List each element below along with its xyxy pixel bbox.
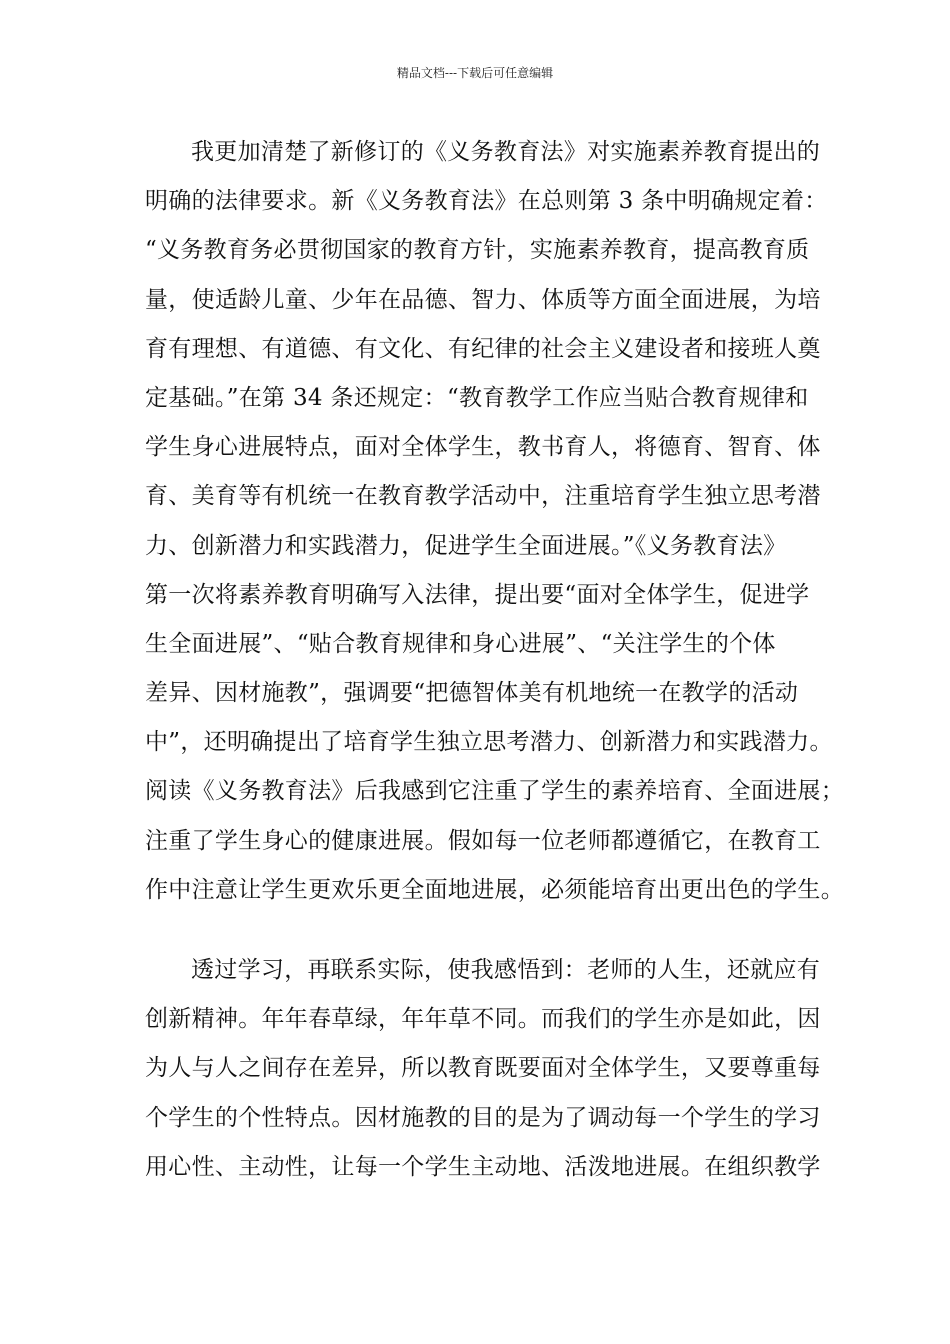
paragraph-line: “义务教育务必贯彻国家的教育方针，实施素养教育，提高教育质 (145, 237, 810, 264)
paragraph-line: 作中注意让学生更欢乐更全面地进展，必须能培育出更出色的学生。 (145, 876, 844, 903)
paragraph-line: 学生身心进展特点，面对全体学生，教书育人，将德育、智育、体 (145, 434, 821, 461)
paragraph-line: 阅读《义务教育法》后我感到它注重了学生的素养培育、全面进展； (145, 778, 844, 805)
page-header: 精品文档---下载后可任意编辑 (396, 66, 554, 80)
paragraph-line: 育、美育等有机统一在教育教学活动中，注重培育学生独立思考潜 (145, 483, 821, 510)
paragraph-line: 透过学习，再联系实际，使我感悟到：老师的人生，还就应有 (191, 957, 821, 983)
paragraph-line: 我更加清楚了新修订的《义务教育法》对实施素养教育提出的 (191, 139, 821, 165)
paragraph-line: 第一次将素养教育明确写入法律，提出要“面对全体学生，促进学 (145, 581, 810, 608)
paragraph-line: 个学生的个性特点。因材施教的目的是为了调动每一个学生的学习 (145, 1104, 821, 1131)
paragraph-2 (145, 946, 821, 1192)
paragraph-line: 明确的法律要求。新《义务教育法》在总则第 3 条中明确规定着： (145, 188, 828, 215)
paragraph-line: 注重了学生身心的健康进展。假如每一位老师都遵循它，在教育工 (145, 827, 821, 854)
paragraph-line: 中”，还明确提出了培育学生独立思考潜力、创新潜力和实践潜力。 (145, 729, 833, 756)
paragraph-line: 用心性、主动性，让每一个学生主动地、活泼地进展。在组织教学 (145, 1153, 821, 1180)
paragraph-line: 创新精神。年年春草绿，年年草不同。而我们的学生亦是如此，因 (145, 1006, 821, 1033)
paragraph-line: 为人与人之间存在差异，所以教育既要面对全体学生，又要尊重每 (145, 1055, 821, 1082)
paragraph-1 (145, 128, 844, 915)
paragraph-line: 力、创新潜力和实践潜力，促进学生全面进展。”《义务教育法》 (145, 532, 787, 559)
paragraph-line: 差异、因材施教”，强调要“把德智体美有机地统一在教学的活动 (145, 680, 799, 707)
paragraph-line: 育有理想、有道德、有文化、有纪律的社会主义建设者和接班人奠 (145, 335, 821, 362)
paragraph-line: 生全面进展”、“贴合教育规律和身心进展”、“关注学生的个体 (145, 630, 776, 657)
paragraph-line: 定基础。”在第 34 条还规定：“教育教学工作应当贴合教育规律和 (145, 384, 809, 411)
paragraph-line: 量，使适龄儿童、少年在品德、智力、体质等方面全面进展，为培 (145, 286, 821, 313)
